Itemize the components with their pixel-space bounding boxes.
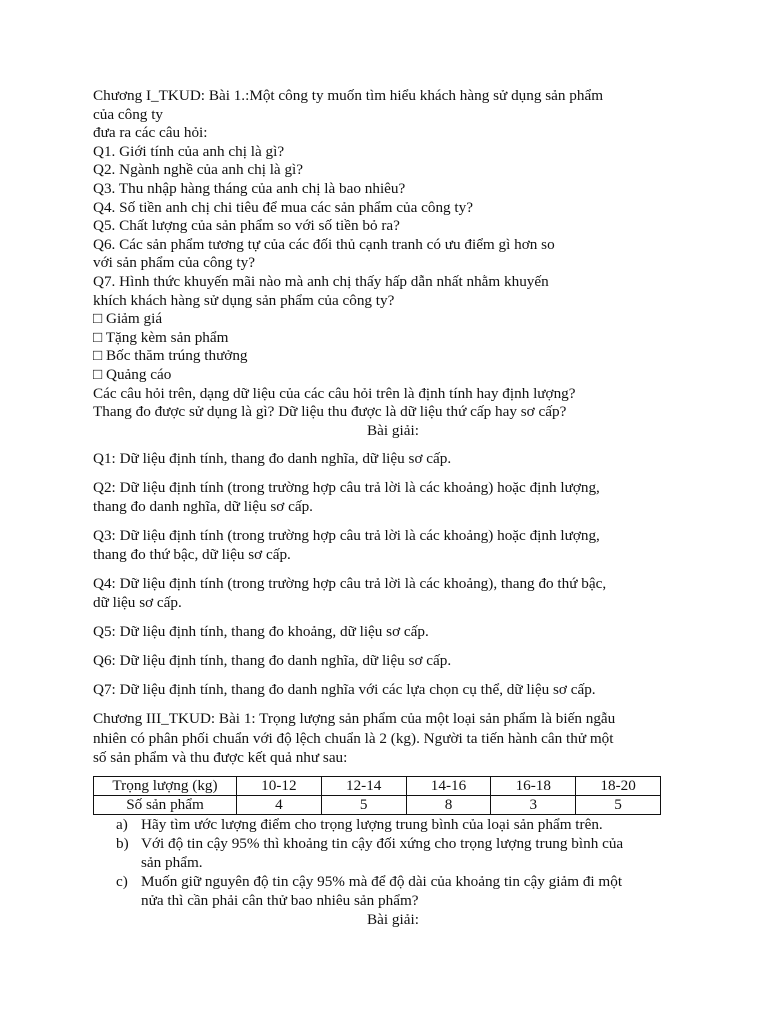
table-cell: 5 <box>576 795 661 814</box>
task-marker: b) <box>116 834 129 852</box>
option-list <box>93 310 693 384</box>
intro-line: nhiên có phân phối chuẩn với độ lệch chuẩn là 2 (kg). Người ta tiến hành cân thử một <box>93 729 614 747</box>
table-cell: 5 <box>321 795 406 814</box>
question-line: Q7. Hình thức khuyến mãi nào mà anh chị thấy hấp dẫn nhất nhằm khuyến <box>93 272 549 290</box>
table-cell: 12-14 <box>321 776 406 795</box>
exercise-2-intro <box>93 709 693 768</box>
answer-list <box>93 449 693 699</box>
checkbox-icon: □ <box>93 310 103 328</box>
document-page <box>93 87 693 929</box>
answer-line: dữ liệu sơ cấp. <box>93 594 182 612</box>
task-line: Muốn giữ nguyên độ tin cậy 95% mà để độ dài của khoảng tin cậy giảm đi một <box>141 872 623 890</box>
exercise-1-intro <box>93 87 693 143</box>
question-line: Q1. Giới tính của anh chị là gì? <box>93 142 285 160</box>
answer-line: thang đo thứ bậc, dữ liệu sơ cấp. <box>93 546 291 564</box>
table-row <box>94 776 661 795</box>
option-item <box>93 347 693 366</box>
table-cell: Trọng lượng (kg) <box>94 776 237 795</box>
data-table <box>93 776 661 815</box>
task-line: nửa thì cần phải cân thử bao nhiêu sản phẩm? <box>141 891 419 909</box>
answer-line: Q2: Dữ liệu định tính (trong trường hợp câu trả lời là các khoảng) hoặc định lượng, <box>93 479 600 497</box>
checkbox-icon: □ <box>93 328 103 346</box>
option-item <box>93 366 693 385</box>
option-label: Quảng cáo <box>105 365 172 383</box>
question-line: Q6. Các sản phẩm tương tự của các đối thủ cạnh tranh có ưu điểm gì hơn so <box>93 235 555 253</box>
answer-line: thang đo danh nghĩa, dữ liệu sơ cấp. <box>93 498 313 516</box>
table-cell: 16-18 <box>491 776 576 795</box>
answer-line: Q7: Dữ liệu định tính, thang đo danh nghĩa với các lựa chọn cụ thể, dữ liệu sơ cấp. <box>93 681 596 699</box>
table-cell: 3 <box>491 795 576 814</box>
task-line: Hãy tìm ước lượng điểm cho trọng lượng trung bình của loại sản phẩm trên. <box>141 815 603 833</box>
answer-item <box>93 680 693 699</box>
table-cell: 10-12 <box>237 776 322 795</box>
answer-item <box>93 478 693 516</box>
answer-item <box>93 526 693 564</box>
question-line: Q3. Thu nhập hàng tháng của anh chị là bao nhiêu? <box>93 179 406 197</box>
answer-line: Q6: Dữ liệu định tính, thang đo danh nghĩa, dữ liệu sơ cấp. <box>93 652 452 670</box>
task-item <box>116 872 693 910</box>
task-marker: a) <box>116 815 128 833</box>
answer-item <box>93 651 693 670</box>
task-item <box>116 815 693 834</box>
answer-item <box>93 449 693 468</box>
question-line: Q5. Chất lượng của sản phẩm so với số tiền bỏ ra? <box>93 217 400 235</box>
question-line: Q4. Số tiền anh chị chi tiêu để mua các sản phẩm của công ty? <box>93 198 473 216</box>
task-line: sản phẩm. <box>141 853 203 871</box>
option-label: Tặng kèm sản phẩm <box>105 328 229 346</box>
answer-item <box>93 574 693 612</box>
question-line: Q2. Ngành nghề của anh chị là gì? <box>93 161 304 179</box>
option-item <box>93 329 693 348</box>
question-line: khích khách hàng sử dụng sản phẩm của công ty? <box>93 291 395 309</box>
option-label: Giảm giá <box>105 310 163 328</box>
table-cell: 8 <box>406 795 491 814</box>
table-cell: Số sản phẩm <box>94 795 237 814</box>
answer-line: Q4: Dữ liệu định tính (trong trường hợp câu trả lời là các khoảng), thang đo thứ bậc, <box>93 575 607 593</box>
checkbox-icon: □ <box>93 365 103 383</box>
intro-line: Chương I_TKUD: Bài 1.:Một công ty muốn tìm hiểu khách hàng sử dụng sản phẩm <box>93 87 604 104</box>
solution-heading: Bài giải: <box>367 421 419 439</box>
answer-item <box>93 622 693 641</box>
answer-line: Q5: Dữ liệu định tính, thang đo khoảng, dữ liệu sơ cấp. <box>93 623 429 641</box>
answer-line: Q1: Dữ liệu định tính, thang đo danh nghĩa, dữ liệu sơ cấp. <box>93 450 452 468</box>
option-label: Bốc thăm trúng thưởng <box>105 347 248 365</box>
intro-line: số sản phẩm và thu được kết quả như sau: <box>93 749 348 767</box>
answer-line: Q3: Dữ liệu định tính (trong trường hợp câu trả lời là các khoảng) hoặc định lượng, <box>93 527 600 545</box>
prompt-line: Các câu hỏi trên, dạng dữ liệu của các câu hỏi trên là định tính hay định lượng? <box>93 384 576 402</box>
checkbox-icon: □ <box>93 347 103 365</box>
table-cell: 14-16 <box>406 776 491 795</box>
table-cell: 4 <box>237 795 322 814</box>
intro-line: đưa ra các câu hỏi: <box>93 124 208 142</box>
intro-line: Chương III_TKUD: Bài 1: Trọng lượng sản phẩm của một loại sản phẩm là biến ngẫu <box>93 710 616 728</box>
exercise-1-prompt <box>93 385 693 422</box>
task-marker: c) <box>116 872 128 890</box>
intro-line: của công ty <box>93 105 164 123</box>
option-item <box>93 310 693 329</box>
task-item <box>116 834 693 872</box>
table-cell: 18-20 <box>576 776 661 795</box>
task-list <box>93 815 693 910</box>
solution-heading: Bài giải: <box>367 910 419 928</box>
table-row <box>94 795 661 814</box>
task-line: Với độ tin cậy 95% thì khoảng tin cậy đối xứng cho trọng lượng trung bình của <box>141 834 624 852</box>
question-line: với sản phẩm của công ty? <box>93 254 255 272</box>
question-list <box>93 143 693 310</box>
prompt-line: Thang đo được sử dụng là gì? Dữ liệu thu được là dữ liệu thứ cấp hay sơ cấp? <box>93 403 567 421</box>
